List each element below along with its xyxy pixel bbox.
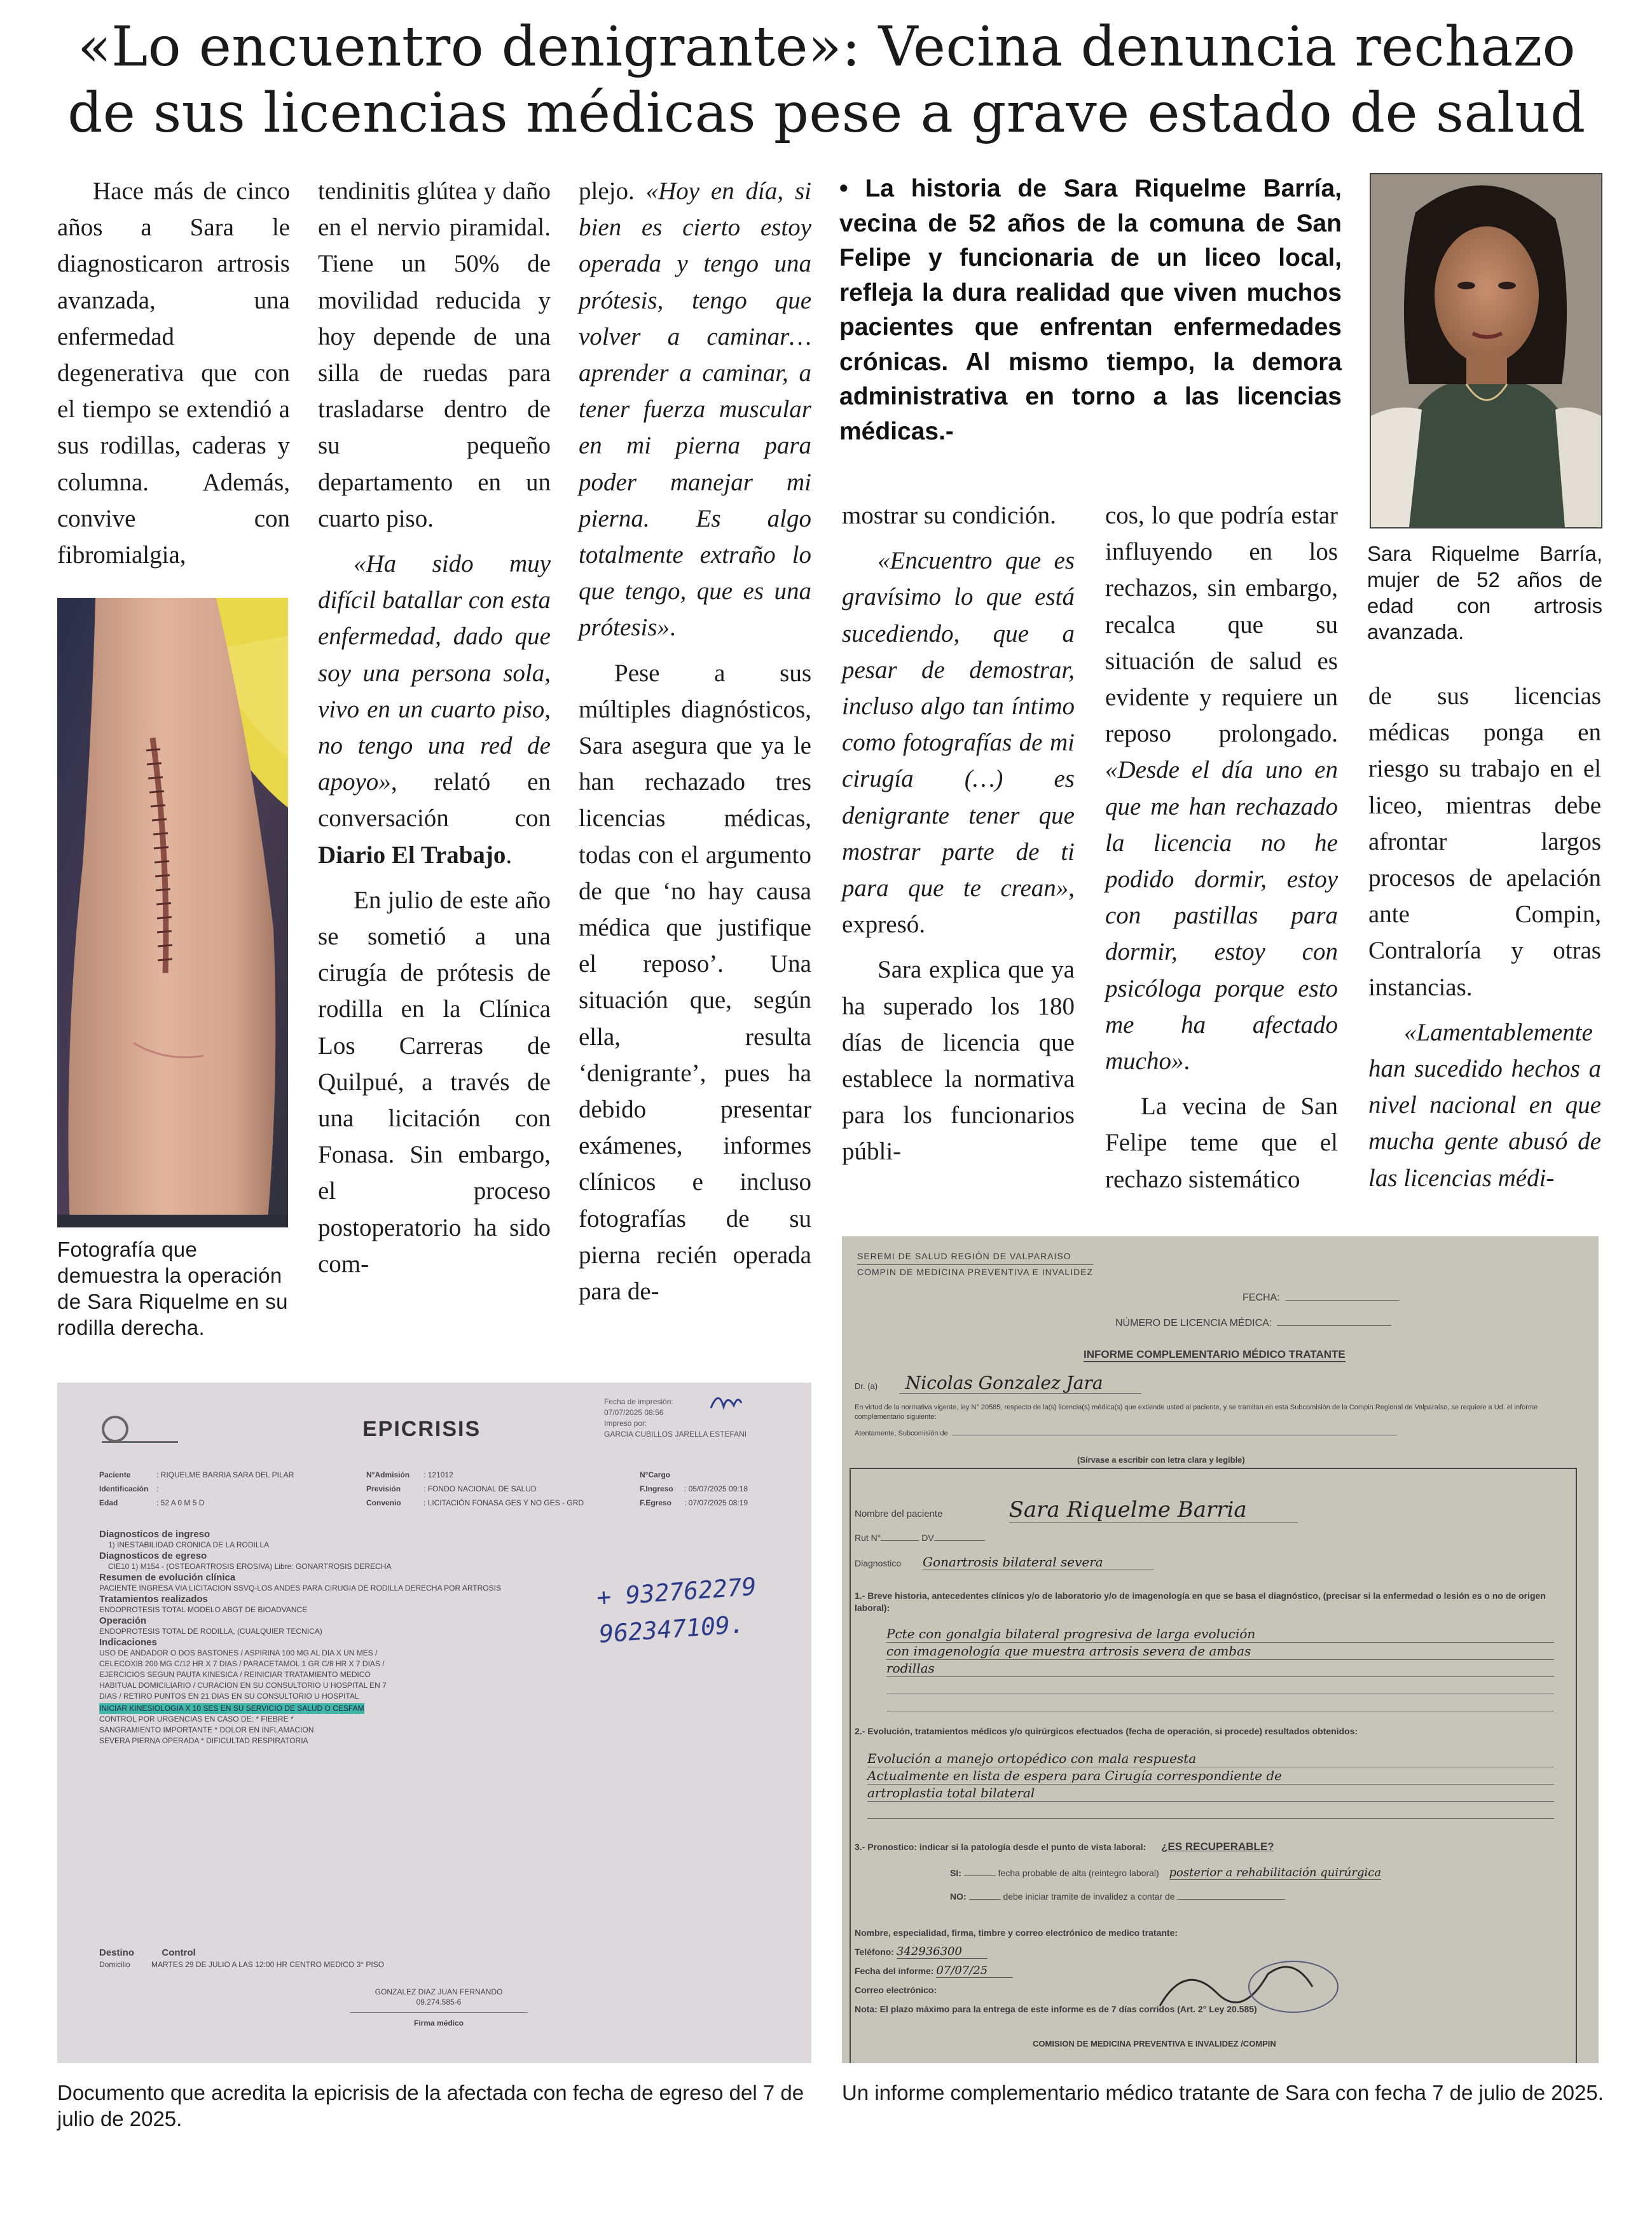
informe-org-2: COMPIN DE MEDICINA PREVENTIVA E INVALIDEZ <box>857 1267 1094 1277</box>
epicrisis-sections <box>99 1529 501 1746</box>
doctor-signature-stamp-icon <box>1147 1949 1351 2025</box>
section-text: CONTROL POR URGENCIAS EN CASO DE: * FIEBRE * SANGRAMIENTO IMPORTANTE * DOLOR EN INFLAMACION SEVERA PIERNA OPERADA * DIFICULTAD RESPIRATORIA <box>99 1715 314 1745</box>
print-date-value: 07/07/2025 08:56 <box>604 1408 664 1417</box>
field-label: Previsión <box>366 1484 401 1493</box>
informe-org-1: SEREMI DE SALUD REGIÓN DE VALPARAISO <box>857 1249 1093 1265</box>
fecha-label: FECHA: <box>1242 1292 1280 1303</box>
answer-1-blank-line <box>886 1677 1554 1694</box>
doctor-handwritten: Nicolas Gonzalez Jara <box>899 1372 1141 1394</box>
epicrisis-title: EPICRISIS <box>362 1417 481 1441</box>
col2-period: . <box>506 841 513 869</box>
doctor-name: GONZALEZ DIAZ JUAN FERNANDO <box>375 1987 503 1996</box>
epicrisis-document-photo <box>57 1383 811 2063</box>
dv-label: DV <box>921 1533 934 1543</box>
nota-label: Nota: El plazo máximo para la entrega de este informe es de 7 días corridos (Art. 2° Ley 20.585) <box>855 2004 1257 2014</box>
epicrisis-caption: Documento que acredita la epicrisis de la afectada con fecha de egreso del 7 de julio de 2025. <box>57 2081 804 2131</box>
col4-quote: «Encuentro que es gravísimo lo que está sucediendo, que a pesar de demostrar, incluso algo tan íntimo como fotografías de mi cirugía (…) es denigrante tener que mostrar parte de ti para que te crean» <box>842 547 1075 902</box>
answer-2-line: artroplastia total bilateral <box>867 1785 1554 1802</box>
section-heading: Tratamientos realizados <box>99 1594 208 1605</box>
field-label: F.Egreso <box>640 1498 672 1507</box>
col6-paragraph-1: de sus licencias médicas ponga en riesgo su trabajo en el liceo, mientras debe afrontar largos procesos de apelación ante Compin, Contraloría y otras instancias. <box>1368 682 1601 1001</box>
column-5 <box>1105 497 1338 1198</box>
patient-row <box>99 1468 786 1482</box>
informe-title: INFORME COMPLEMENTARIO MÉDICO TRATANTE <box>1084 1348 1346 1362</box>
answer-2-line: Evolución a manejo ortopédico con mala respuesta <box>867 1750 1554 1767</box>
informe-answer-1 <box>886 1626 1554 1711</box>
handwritten-initials-icon <box>706 1389 744 1414</box>
nombre-label: Nombre del paciente <box>855 1509 943 1519</box>
rut-label: Rut N° <box>855 1533 881 1543</box>
telefono-handwritten: 342936300 <box>897 1945 988 1959</box>
telefono-label: Teléfono: <box>855 1947 894 1957</box>
epicrisis-destino <box>99 1947 384 1970</box>
field-label: N°Admisión <box>366 1470 410 1479</box>
field-value: : LICITACIÓN FONASA GES Y NO GES - GRD <box>423 1498 584 1507</box>
informe-no-row <box>950 1891 1285 1902</box>
si-text: fecha probable de alta (reintegro laboral) <box>998 1868 1159 1878</box>
field-value: : 121012 <box>423 1470 453 1479</box>
informe-question-3 <box>855 1841 1274 1853</box>
signature-label: Firma médico <box>413 2019 464 2027</box>
answer-1-blank-line <box>886 1694 1554 1711</box>
recuperable-label: ¿ES RECUPERABLE? <box>1161 1841 1274 1853</box>
col2-paragraph-3: En julio de este año se sometió a una cirugía de prótesis de rodilla en la Clínica Los Carreras de Quilpué, a través de una licitación con Fonasa. Sin embargo, el proceso postoperatorio ha sido com- <box>318 886 551 1278</box>
printed-by-label: Impreso por: <box>604 1419 647 1428</box>
no-label: NO: <box>950 1891 967 1902</box>
col5-paragraph-2: La vecina de San Felipe teme que el rechazo sistemático <box>1105 1093 1338 1193</box>
col3-period: . <box>670 614 676 642</box>
knee-surgery-photo <box>57 598 288 1227</box>
diagnostico-handwritten: Gonartrosis bilateral severa <box>923 1554 1154 1570</box>
col2-quote: «Ha sido muy difícil batallar con esta enfermedad, dado que soy una persona sola, vivo en un cuarto piso, no tengo una red de apoyo» <box>318 550 551 796</box>
answer-1-line: con imagenología que muestra artrosis severa de ambas <box>886 1643 1554 1660</box>
field-value: : 07/07/2025 08:19 <box>684 1498 748 1507</box>
col2-paragraph-2 <box>318 546 551 873</box>
column-4 <box>842 497 1075 1170</box>
field-value: : RIQUELME BARRIA SARA DEL PILAR <box>156 1470 294 1479</box>
destino-value: Domicilio <box>99 1960 130 1969</box>
column-1 <box>57 173 290 573</box>
doctor-rut: 09.274.585-6 <box>350 1997 528 2013</box>
informe-numero <box>1115 1318 1391 1329</box>
col1-paragraph: Hace más de cinco años a Sara le diagnosticaron artrosis avanzada, una enfermedad degenerativa que con el tiempo se extendió a sus rodillas, caderas y columna. Además, convive con fibromialgia, <box>57 177 290 569</box>
col4-paragraph-1: mostrar su condición. <box>842 502 1056 529</box>
fecha-informe-handwritten: 07/07/25 <box>936 1964 1013 1978</box>
informe-question-1: 1.- Breve historia, antecedentes clínicos y/o de laboratorio y/o de imagenología en que se basa el diagnóstico, (precisar si la enfermedad o lesión es o no de origen laboral): <box>855 1591 1546 1613</box>
col3-paragraph-2: Pese a sus múltiples diagnósticos, Sara asegura que ya le han rechazado tres licencias médicas, todas con el argumento de que ‘no hay causa médica que justifique el reposo’. Una situación que, según ella, resulta ‘denigrante’, pues ha debido presentar exámenes, informes clínicos e incluso fotografías de su pierna recién operada para de- <box>579 659 811 1306</box>
section-text: USO DE ANDADOR O DOS BASTONES / ASPIRINA 100 MG AL DIA X UN MES / CELECOXIB 200 MG C/12 HR X 7 DIAS / PARACETAMOL 1 GR C/8 HR X 7 DIAS / EJERCICIOS SEGUN PAUTA KINESICA / REINICIAR TRATAMIENTO MEDICO HABITUAL DOMICILIARIO / CURACION EN SU CONSULTORIO U HOSPITAL EN 7 DIAS / RETIRO PUNTOS EN 21 DIAS EN SU CONSULTORIO U HOSPITAL <box>99 1648 387 1701</box>
field-value: : FONDO NACIONAL DE SALUD <box>423 1484 537 1493</box>
epicrisis-logo <box>102 1416 178 1443</box>
informe-doctor-row <box>855 1372 1141 1393</box>
diagnostico-label: Diagnostico <box>855 1558 902 1568</box>
field-value: : 52 A 0 M 5 D <box>156 1498 205 1507</box>
printed-by-value: GARCIA CUBILLOS JARELLA ESTEFANI <box>604 1430 747 1439</box>
field-label: Edad <box>99 1498 118 1507</box>
section-text: CIE10 1) M154 - (OSTEOARTROSIS EROSIVA) Libre: GONARTROSIS DERECHA <box>108 1562 392 1571</box>
field-value: : <box>156 1484 159 1493</box>
field-value: : 05/07/2025 09:18 <box>684 1484 748 1493</box>
section-heading: Diagnosticos de egreso <box>99 1551 207 1561</box>
control-label: Control <box>162 1947 196 1958</box>
col6-paragraph-2 <box>1368 1014 1601 1196</box>
informe-rut-row <box>855 1533 985 1543</box>
col3-paragraph-1 <box>579 173 811 646</box>
print-date-label: Fecha de impresión: <box>604 1397 673 1406</box>
si-label: SI: <box>950 1868 961 1878</box>
knee-photo-caption: Fotografía que demuestra la operación de Sara Riquelme en su rodilla derecha. <box>57 1238 288 1339</box>
atentamente-label: Atentamente, Subcomisión de <box>855 1430 948 1437</box>
answer-1-line: Pcte con gonalgia bilateral progresiva de larga evolución <box>886 1626 1554 1643</box>
col5-lead-in: cos, lo que podría estar influyendo en los rechazos, sin embargo, recalca que su situación de salud es evidente y requiere un reposo prolongado. <box>1105 502 1338 748</box>
field-label: Paciente <box>99 1470 131 1479</box>
section-heading: Indicaciones <box>99 1637 157 1648</box>
si-handwritten: posterior a rehabilitación quirúrgica <box>1169 1866 1382 1879</box>
section-text: PACIENTE INGRESA VIA LICITACION SSVQ-LOS ANDES PARA CIRUGIA DE RODILLA DERECHA POR ARTROSIS <box>99 1584 501 1592</box>
informe-caption: Un informe complementario médico tratante de Sara con fecha 7 de julio de 2025. <box>842 2081 1604 2104</box>
informe-legal: En virtud de la normativa vigente, ley N° 20585, respecto de la(s) licencia(s) médica(s) que extiende usted al paciente, y se tramitan en esta Subcomisión de la Compin Regional de Valparaíso, se requiere a Ud. el informe complementario siguiente: <box>855 1404 1538 1421</box>
destino-label: Destino <box>99 1947 135 1958</box>
col6-quote: «Lamentablemente han sucedido hechos a nivel nacional en que mucha gente abusó de las licencias médi- <box>1368 1018 1601 1192</box>
portrait-caption: Sara Riquelme Barría, mujer de 52 años de edad con artrosis avanzada. <box>1367 542 1602 644</box>
field-label: N°Cargo <box>640 1470 671 1479</box>
fecha-informe-label: Fecha del informe: <box>855 1966 934 1976</box>
nombre-handwritten: Sara Riquelme Barria <box>1009 1497 1298 1523</box>
handwritten-phone-2: 962347109. <box>598 1610 746 1648</box>
section-heading: Operación <box>99 1615 147 1626</box>
field-label: Identificación <box>99 1484 149 1493</box>
correo-label: Correo electrónico: <box>855 1985 937 1995</box>
epicrisis-patient-block <box>99 1468 786 1510</box>
col4-paragraph-3: Sara explica que ya ha superado los 180 días de licencia que establece la normativa para los funcionarios públi- <box>842 956 1075 1166</box>
section-heading: Resumen de evolución clínica <box>99 1572 236 1583</box>
answer-2-line: Actualmente en lista de espera para Cirugía correspondiente de <box>867 1767 1554 1785</box>
section-text: ENDOPROTESIS TOTAL MODELO ABGT DE BIOADVANCE <box>99 1605 308 1614</box>
informe-atentamente <box>855 1430 1397 1437</box>
patient-row <box>99 1496 786 1510</box>
headline: «Lo encuentro denigrante»: Vecina denuncia rechazo de sus licencias médicas pese a grave estado de salud <box>67 15 1586 145</box>
informe-answer-2 <box>867 1750 1554 1819</box>
medico-label: Nombre, especialidad, firma, timbre y correo electrónico de medico tratante: <box>855 1928 1178 1938</box>
informe-header <box>857 1249 1093 1279</box>
informe-fecha <box>1242 1292 1400 1304</box>
q3-label: 3.- Pronostico: indicar si la patología desde el punto de vista laboral: <box>855 1842 1146 1852</box>
col5-quote: «Desde el día uno en que me han rechazado la licencia no he podido dormir, estoy con pastillas para dormir, estoy con psicóloga porque esto me ha afectado mucho» <box>1105 756 1338 1075</box>
portrait-image <box>1371 174 1601 527</box>
informe-document-photo <box>842 1236 1599 2063</box>
col2-paragraph-1: tendinitis glútea y daño en el nervio piramidal. Tiene un 50% de movilidad reducida y hoy depende de una silla de ruedas para trasladarse dentro de su pequeño departamento en un cuarto piso. <box>318 177 551 532</box>
control-value: MARTES 29 DE JULIO A LAS 12:00 HR CENTRO MEDICO 3° PISO <box>151 1960 385 1969</box>
epicrisis-signature <box>350 1987 528 2028</box>
informe-question-2: 2.- Evolución, tratamientos médicos y/o quirúrgicos efectuados (fecha de operación, si procede) resultados obtenidos: <box>855 1726 1358 1736</box>
numero-label: NÚMERO DE LICENCIA MÉDICA: <box>1115 1318 1272 1329</box>
handwritten-phone-1: + 932762279 <box>595 1572 757 1612</box>
field-label: Convenio <box>366 1498 401 1507</box>
portrait-photo <box>1370 173 1602 528</box>
section-text: ENDOPROTESIS TOTAL DE RODILLA, (CUALQUIER TECNICA) <box>99 1627 322 1636</box>
section-heading: Diagnosticos de ingreso <box>99 1529 210 1540</box>
col3-lead-in: plejo. <box>579 177 646 205</box>
informe-footer: COMISION DE MEDICINA PREVENTIVA E INVALIDEZ /COMPIN <box>1033 2039 1276 2048</box>
col4-quote-attribution: , expresó. <box>842 874 1075 939</box>
col2-quote-attribution: , relató en conversación con <box>318 768 551 832</box>
highlighted-indication: INICIAR KINESIOLOGIA X 10 SES EN SU SERVICIO DE SALUD O CESFAM <box>99 1704 364 1713</box>
field-label: F.Ingreso <box>640 1484 673 1493</box>
informe-sirvase: (Sírvase a escribir con letra clara y legible) <box>1077 1455 1245 1465</box>
lead-summary: • La historia de Sara Riquelme Barría, vecina de 52 años de la comuna de San Felipe y funcionaria de un liceo local, refleja la dura realidad que viven muchos pacientes que enfrentan enfermedades crónicas. Al mismo tiempo, la demora administrativa en torno a las licencias médicas.- <box>839 175 1342 445</box>
doctor-label: Dr. (a) <box>855 1381 878 1391</box>
col4-paragraph-2 <box>842 542 1075 943</box>
column-6 <box>1368 678 1601 1196</box>
answer-1-line: rodillas <box>886 1660 1554 1677</box>
column-3 <box>579 173 811 1309</box>
newspaper-name: Diario El Trabajo <box>318 841 506 869</box>
col5-paragraph-1 <box>1105 497 1338 1079</box>
informe-nombre-row <box>855 1497 1298 1523</box>
answer-2-blank-line <box>867 1802 1554 1819</box>
informe-diagnostico-row <box>855 1554 1154 1570</box>
handwritten-phones <box>595 1568 760 1652</box>
column-2 <box>318 173 551 1282</box>
knee-photo-image <box>57 598 288 1227</box>
col5-period: . <box>1183 1047 1190 1075</box>
no-text: debe iniciar tramite de invalidez a contar de <box>1003 1891 1175 1902</box>
section-text: 1) INESTABILIDAD CRONICA DE LA RODILLA <box>108 1540 270 1549</box>
patient-row <box>99 1482 786 1496</box>
informe-si-row <box>950 1866 1381 1879</box>
col3-quote: «Hoy en día, si bien es cierto estoy operada y tengo una prótesis, tengo que volver a caminar… aprender a caminar, a tener fuerza muscular en mi pierna para poder manejar mi pierna. Es algo totalmente extraño lo que tengo, que es una prótesis» <box>579 177 811 642</box>
